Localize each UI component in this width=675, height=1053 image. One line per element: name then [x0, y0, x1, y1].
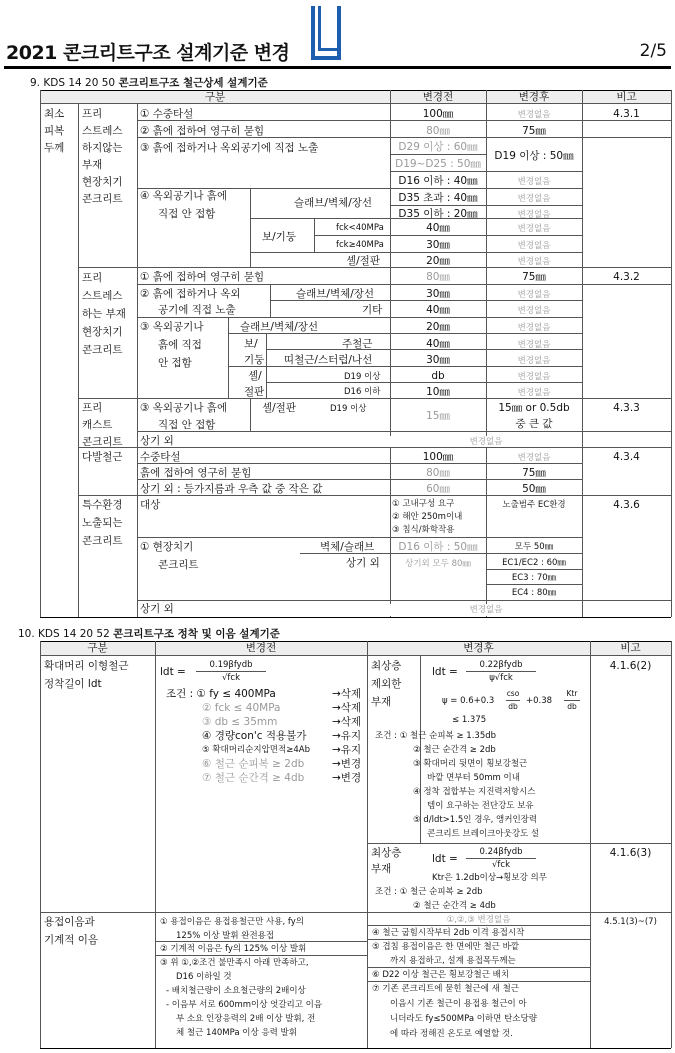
condition: ③ db ≤ 35mm — [202, 716, 278, 728]
change-tag: →삭제 — [332, 688, 362, 700]
col-note: 비고 — [620, 642, 641, 654]
condition: ⑥ 철근 순피복 ≥ 2db — [202, 758, 305, 770]
clause: 이음시 기존 철근이 용접용 철근이 아 — [390, 999, 527, 1009]
row-label: ① 현장치기 — [140, 541, 194, 553]
section-9-title: 9. KDS 14 20 50 콘크리트구조 철근상세 설계기준 — [30, 77, 268, 89]
group-label: 콘크리트 — [82, 193, 123, 205]
row-label: 흙에 직접 — [158, 339, 202, 351]
value-before: 40㎜ — [426, 338, 450, 350]
value-before: ① 고내구성 요구 — [392, 499, 455, 509]
value-after: 변경없음 — [517, 453, 551, 463]
row-label: 확대머리 이형철근 — [44, 660, 129, 672]
value-before: 80㎜ — [426, 125, 450, 137]
formula: ≤ 1.375 — [452, 715, 487, 725]
col-gubun: 구분 — [87, 642, 108, 654]
clause: - 배치철근량이 소요철근량의 2배이상 — [166, 986, 306, 996]
row-label: 공기에 직접 노출 — [158, 304, 236, 316]
clause: 125% 이상 발휘 완전용접 — [176, 931, 275, 941]
value-after: EC3 : 70㎜ — [511, 573, 557, 583]
value-after: 변경없음 — [517, 241, 551, 251]
formula: ldt = — [432, 666, 458, 678]
formula: ψ = 0.6+0.3 — [442, 696, 495, 706]
value-same: 변경없음 — [390, 604, 582, 616]
formula: cso — [506, 688, 520, 701]
group-label: 다발철근 — [82, 451, 123, 463]
formula: 0.24βfydb — [466, 846, 536, 859]
value-before: 100㎜ — [422, 108, 454, 120]
value-before: 60㎜ — [426, 483, 450, 495]
row-label: 상기 외 — [346, 557, 380, 569]
value-before: 상기외 모두 80㎜ — [405, 559, 471, 569]
row-label: 상기 외 — [140, 603, 174, 615]
clause: ② 기계적 이음은 fy의 125% 이상 발휘 — [160, 944, 307, 954]
change-tag: →변경 — [332, 758, 362, 770]
row-label: 직접 안 접함 — [158, 208, 216, 220]
row-label: ③ 옥외공기나 — [140, 321, 204, 333]
value-after: 변경없음 — [517, 340, 551, 350]
group-label: 하는 부재 — [82, 308, 126, 320]
row-label: 콘크리트 — [158, 559, 199, 571]
value-after: 중 큰 값 — [515, 418, 553, 430]
row-label: 벽체/슬래브 — [320, 541, 375, 553]
value-before: D16 이하 : 50㎜ — [398, 541, 478, 553]
group-label: 특수환경 — [82, 499, 123, 511]
sub-label: 부재 — [371, 696, 392, 708]
cat-line: 두께 — [44, 142, 65, 154]
formula: +0.38 — [526, 696, 553, 706]
row-label: D16 이하 — [344, 387, 381, 397]
logo-icon — [311, 6, 341, 60]
value-before: 20㎜ — [426, 255, 450, 267]
value-before: D35 이하 : 20㎜ — [398, 208, 478, 220]
formula: db — [567, 702, 577, 711]
group-label: 현장치기 — [82, 326, 123, 338]
value-before: 20㎜ — [426, 321, 450, 333]
value-after: 모두 50㎜ — [514, 542, 554, 552]
value-after: 변경없음 — [517, 257, 551, 267]
group-label: 하지않는 — [82, 142, 123, 154]
condition: ③ 확대머리 뒷면이 횡보강철근 — [413, 759, 528, 769]
group-label: 현장치기 — [82, 176, 123, 188]
change-tag: →유지 — [332, 744, 362, 756]
value-after: 변경없음 — [517, 372, 551, 382]
condition: 템이 요구하는 전단강도 보유 — [427, 801, 534, 811]
row-label: 띠철근/스터럽/나선 — [284, 354, 373, 366]
clause: D16 이하일 것 — [176, 972, 232, 982]
clause: ① 용접이음은 용접용철근만 사용, fy의 — [160, 917, 304, 927]
value-before: db — [431, 370, 445, 382]
group-label: 콘크리트 — [82, 436, 123, 448]
value-before: 100㎜ — [422, 451, 454, 463]
clause: 니더라도 fy≤500MPa 이하면 탄소당량 — [390, 1014, 537, 1024]
value-before: 30㎜ — [426, 354, 450, 366]
change-tag: →삭제 — [332, 702, 362, 714]
row-label: ③ 흙에 접하거나 옥외공기에 직접 노출 — [140, 142, 319, 154]
row-label: 슬래브/벽체/장선 — [294, 197, 373, 209]
value-after: 변경없음 — [517, 177, 551, 187]
col-note: 비고 — [616, 91, 637, 103]
note-ref: 4.3.1 — [613, 108, 640, 120]
value-before: D35 초과 : 40㎜ — [398, 192, 478, 204]
col-after: 변경후 — [518, 91, 550, 103]
row-label: 슬래브/벽체/장선 — [240, 321, 319, 333]
group-label: 스트레스 — [82, 290, 123, 302]
clause: ⑤ 겹침 용접이음은 한 면에만 철근 바깥 — [372, 942, 519, 952]
row-label: ④ 옥외공기나 흙에 — [140, 190, 228, 202]
row-label: D19 이상 — [344, 372, 381, 382]
value-same: 변경없음 — [390, 436, 582, 448]
row-label: 대상 — [140, 499, 161, 511]
row-label: 안 접함 — [158, 357, 192, 369]
value-before: 40㎜ — [426, 222, 450, 234]
value-before: 40㎜ — [426, 304, 450, 316]
row-label: ① 흙에 접하여 영구히 묻힘 — [140, 271, 265, 283]
value-before: 80㎜ — [426, 271, 450, 283]
row-label: 셸/ — [248, 370, 262, 382]
row-label: 기둥 — [244, 354, 265, 366]
change-tag: →삭제 — [332, 716, 362, 728]
value-after: 15㎜ or 0.5db — [498, 402, 570, 414]
clause: - 이음부 서로 600mm이상 엇갈리고 이음 — [166, 1000, 323, 1010]
group-label: 스트레스 — [82, 125, 123, 137]
col-before: 변경전 — [422, 91, 454, 103]
value-before: 30㎜ — [426, 288, 450, 300]
formula: ldt = — [432, 853, 458, 865]
row-label: 상기 외 — [140, 435, 174, 447]
formula: 0.22βfydb — [466, 659, 536, 672]
group-label: 부재 — [82, 159, 103, 171]
value-after: EC1/EC2 : 60㎜ — [502, 558, 566, 568]
condition: ④ 경량con'c 적용불가 — [202, 730, 307, 742]
clause: ④ 철근 굽힘시작부터 2db 이격 용접시작 — [372, 928, 525, 938]
group-label: 노출되는 — [82, 517, 123, 529]
cat-line: 최소 — [44, 108, 65, 120]
formula: ldt = — [160, 666, 186, 678]
group-label: 프리 — [82, 108, 103, 120]
condition: ② 철근 순간격 ≥ 4db — [413, 901, 496, 911]
value-after: 75㎜ — [522, 271, 546, 283]
sub-label: 제외한 — [371, 678, 402, 690]
row-label: 셸/절판 — [262, 402, 296, 414]
value-after: 75㎜ — [522, 467, 546, 479]
row-label: 절판 — [244, 386, 265, 398]
row-label: ② 흙에 접하여 영구히 묻힘 — [140, 125, 265, 137]
value-before: D19~D25 : 50㎜ — [395, 158, 481, 170]
value-after: D19 이상 : 50㎜ — [494, 150, 574, 162]
clause: 까지 용접하고, 설계 용접목두께는 — [390, 956, 516, 966]
condition: 조건 : ① 철근 순피복 ≥ 2db — [375, 887, 483, 897]
formula: 0.19βfydb — [196, 659, 266, 672]
col-gubun: 구분 — [204, 91, 226, 103]
value-before: ② 해안 250m이내 — [392, 512, 463, 522]
row-label: 슬래브/벽체/장선 — [296, 288, 375, 300]
condition: ⑦ 철근 순간격 ≥ 4db — [202, 772, 305, 784]
value-before: D29 이상 : 60㎜ — [398, 141, 478, 153]
value-after: 변경없음 — [517, 194, 551, 204]
section-10-title: 10. KDS 14 20 52 콘크리트구조 정착 및 이음 설계기준 — [18, 628, 280, 640]
sub-label: 부재 — [371, 863, 392, 875]
value-after: 변경없음 — [517, 290, 551, 300]
clause: ①,②,③ 변경없음 — [446, 915, 511, 925]
note-ref: 4.5.1(3)~(7) — [604, 917, 657, 927]
condition: ⑤ 확대머리순지압면적≥4Ab — [202, 745, 310, 755]
row-label: 직접 안 접함 — [158, 419, 216, 431]
group-label: 콘크리트 — [82, 344, 123, 356]
note-ref: 4.1.6(3) — [609, 847, 652, 859]
row-label: ① 수중타설 — [140, 108, 194, 120]
clause: 부 소요 인장응력의 2배 이상 발휘, 전 — [176, 1014, 316, 1024]
condition: ② fck ≤ 40MPa — [202, 702, 281, 714]
note-ref: 4.3.6 — [613, 499, 640, 511]
value-after: EC4 : 80㎜ — [511, 588, 557, 598]
row-label: D19 이상 — [330, 404, 367, 414]
value-after: 변경없음 — [517, 306, 551, 316]
note-ref: 4.1.6(2) — [609, 660, 652, 672]
row-label: ③ 옥외공기나 흙에 — [140, 402, 228, 414]
formula: Ktr은 1.2db이상→횡보강 의무 — [432, 873, 547, 883]
value-after: 노출범주 EC환경 — [502, 500, 566, 510]
sub-label: 최상층 — [371, 847, 402, 859]
page-header — [0, 0, 675, 70]
condition: ② 철근 순간격 ≥ 2db — [413, 745, 496, 755]
clause: ⑥ D22 이상 철근은 횡보강철근 배치 — [372, 970, 510, 980]
value-after: 변경없음 — [517, 224, 551, 234]
value-after: 변경없음 — [517, 323, 551, 333]
clause: 체 철근 140MPa 이상 응력 발휘 — [176, 1028, 297, 1038]
row-label: 상기 외 : 등가지름과 우측 값 중 작은 값 — [140, 483, 323, 495]
formula: √fck — [491, 860, 510, 870]
row-label: fck≥40MPa — [336, 240, 384, 250]
value-before: 30㎜ — [426, 239, 450, 251]
row-label: 수중타설 — [140, 451, 181, 463]
value-before: D16 이하 : 40㎜ — [398, 175, 478, 187]
cat-line: 피복 — [44, 125, 65, 137]
value-after: 변경없음 — [517, 110, 551, 120]
note-ref: 4.3.2 — [613, 271, 640, 283]
clause: ③ 위 ①,②조건 불만족시 아래 만족하고, — [160, 958, 309, 968]
note-ref: 4.3.3 — [613, 402, 640, 414]
row-label: 흙에 접하여 영구히 묻힘 — [140, 467, 252, 479]
condition: 바깥 면부터 50mm 이내 — [427, 773, 520, 783]
row-label: 셸/절판 — [346, 255, 380, 267]
formula: √fck — [221, 673, 240, 683]
condition: ⑤ d/ldt>1.5인 경우, 앵커인장력 — [413, 815, 538, 825]
row-label: fck<40MPa — [336, 223, 384, 233]
value-before: 10㎜ — [426, 386, 450, 398]
value-before: 15㎜ — [426, 410, 450, 422]
condition: 조건 : ① fy ≤ 400MPa — [166, 688, 276, 700]
condition: ④ 정착 접합부는 지진력저항시스 — [413, 787, 536, 797]
col-before: 변경전 — [245, 642, 277, 654]
group-label: 캐스트 — [82, 419, 113, 431]
value-after: 변경없음 — [517, 388, 551, 398]
page-title: 2021 콘크리트구조 설계기준 변경 — [6, 42, 290, 64]
value-after: 변경없음 — [517, 356, 551, 366]
row-label: 용접이음과 — [44, 916, 95, 928]
page-number: 2/5 — [639, 41, 667, 61]
formula: Ktr — [564, 688, 580, 701]
value-after: 50㎜ — [522, 483, 546, 495]
header-rule — [4, 66, 671, 69]
sub-label: 최상층 — [371, 660, 402, 672]
row-label: 보/기둥 — [262, 231, 296, 243]
change-tag: →유지 — [332, 730, 362, 742]
row-label: 기계적 이음 — [44, 934, 99, 946]
condition: 콘크리트 브레이크아웃강도 설 — [427, 829, 540, 839]
row-label: 정착길이 ldt — [44, 678, 102, 690]
formula: db — [508, 702, 518, 711]
note-ref: 4.3.4 — [613, 451, 640, 463]
col-after: 변경후 — [463, 642, 494, 654]
value-before: ③ 침식/화학작용 — [392, 525, 455, 535]
row-label: ② 흙에 접하거나 옥외 — [140, 288, 241, 300]
group-label: 프리 — [82, 402, 103, 414]
formula: ψ√fck — [489, 673, 513, 683]
group-label: 프리 — [82, 272, 103, 284]
condition: 조건 : ① 철근 순피복 ≥ 1.35db — [375, 731, 497, 741]
row-label: 기타 — [362, 304, 383, 316]
row-label: 주철근 — [342, 338, 373, 350]
value-before: 80㎜ — [426, 467, 450, 479]
clause: 에 따라 정해진 온도로 예열할 것. — [390, 1029, 513, 1039]
value-after: 75㎜ — [522, 125, 546, 137]
change-tag: →변경 — [332, 772, 362, 784]
group-label: 콘크리트 — [82, 535, 123, 547]
value-after: 변경없음 — [517, 210, 551, 220]
row-label: 보/ — [244, 338, 258, 350]
clause: ⑦ 기존 콘크리트에 묻힌 철근에 새 철근 — [372, 984, 519, 994]
